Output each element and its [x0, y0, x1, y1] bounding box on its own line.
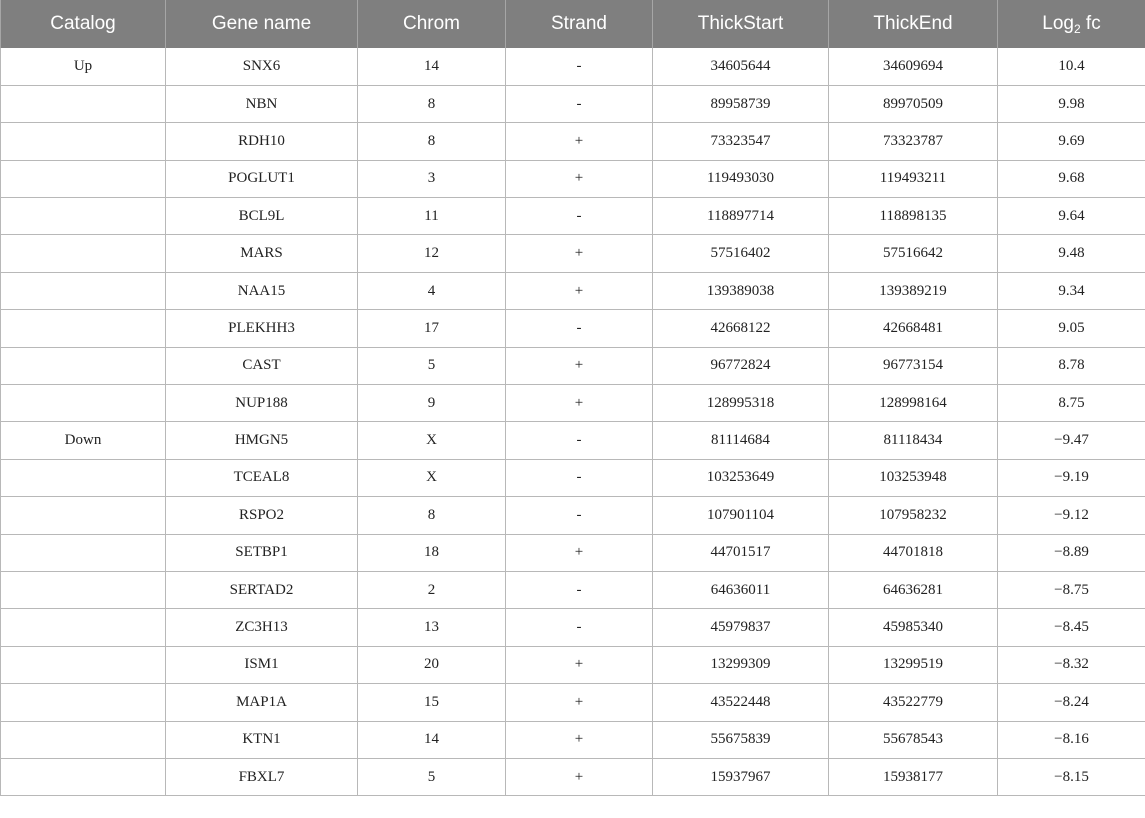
- cell-strand: -: [506, 198, 653, 235]
- cell-log2-fc: −8.15: [998, 758, 1145, 795]
- cell-gene-name: TCEAL8: [166, 459, 358, 496]
- cell-thick-start: 15937967: [653, 758, 829, 795]
- cell-log2-fc: 9.05: [998, 310, 1145, 347]
- cell-catalog: [1, 459, 166, 496]
- cell-thick-end: 43522779: [829, 684, 998, 721]
- cell-thick-end: 13299519: [829, 646, 998, 683]
- cell-gene-name: MARS: [166, 235, 358, 272]
- cell-thick-end: 96773154: [829, 347, 998, 384]
- cell-log2-fc: 9.34: [998, 272, 1145, 309]
- cell-chrom: 18: [358, 534, 506, 571]
- cell-gene-name: BCL9L: [166, 198, 358, 235]
- cell-catalog: [1, 235, 166, 272]
- table-row: [1, 160, 1145, 197]
- header-log2-fc-suffix: fc: [1080, 13, 1101, 34]
- cell-chrom: 20: [358, 646, 506, 683]
- cell-catalog: Down: [1, 422, 166, 459]
- header-thick-end: ThickEnd: [829, 0, 998, 48]
- cell-thick-end: 128998164: [829, 385, 998, 422]
- cell-thick-end: 81118434: [829, 422, 998, 459]
- cell-strand: +: [506, 385, 653, 422]
- cell-strand: -: [506, 459, 653, 496]
- table-header: [1, 0, 1145, 48]
- cell-gene-name: HMGN5: [166, 422, 358, 459]
- cell-chrom: 9: [358, 385, 506, 422]
- cell-thick-end: 64636281: [829, 571, 998, 608]
- cell-thick-end: 44701818: [829, 534, 998, 571]
- cell-chrom: 15: [358, 684, 506, 721]
- cell-catalog: Up: [1, 48, 166, 85]
- cell-catalog: [1, 609, 166, 646]
- cell-chrom: 8: [358, 497, 506, 534]
- cell-chrom: 2: [358, 571, 506, 608]
- cell-thick-start: 118897714: [653, 198, 829, 235]
- cell-chrom: 4: [358, 272, 506, 309]
- cell-log2-fc: −8.89: [998, 534, 1145, 571]
- cell-thick-end: 139389219: [829, 272, 998, 309]
- table-row: [1, 347, 1145, 384]
- cell-gene-name: RDH10: [166, 123, 358, 160]
- cell-gene-name: RSPO2: [166, 497, 358, 534]
- cell-chrom: 14: [358, 721, 506, 758]
- cell-catalog: [1, 272, 166, 309]
- cell-catalog: [1, 571, 166, 608]
- cell-strand: +: [506, 160, 653, 197]
- header-strand: Strand: [506, 0, 653, 48]
- cell-log2-fc: 9.69: [998, 123, 1145, 160]
- cell-thick-start: 43522448: [653, 684, 829, 721]
- cell-gene-name: SNX6: [166, 48, 358, 85]
- cell-thick-start: 103253649: [653, 459, 829, 496]
- cell-log2-fc: 9.98: [998, 85, 1145, 122]
- cell-log2-fc: −9.19: [998, 459, 1145, 496]
- cell-thick-start: 45979837: [653, 609, 829, 646]
- cell-log2-fc: 9.68: [998, 160, 1145, 197]
- cell-catalog: [1, 497, 166, 534]
- table-row: [1, 571, 1145, 608]
- cell-catalog: [1, 385, 166, 422]
- table-row: [1, 272, 1145, 309]
- cell-catalog: [1, 85, 166, 122]
- table-row: [1, 385, 1145, 422]
- cell-strand: +: [506, 721, 653, 758]
- cell-catalog: [1, 347, 166, 384]
- cell-strand: +: [506, 123, 653, 160]
- cell-log2-fc: −8.16: [998, 721, 1145, 758]
- cell-log2-fc: −9.47: [998, 422, 1145, 459]
- cell-thick-start: 73323547: [653, 123, 829, 160]
- cell-gene-name: NBN: [166, 85, 358, 122]
- cell-gene-name: POGLUT1: [166, 160, 358, 197]
- cell-strand: -: [506, 571, 653, 608]
- cell-gene-name: ZC3H13: [166, 609, 358, 646]
- cell-catalog: [1, 758, 166, 795]
- cell-thick-start: 119493030: [653, 160, 829, 197]
- cell-log2-fc: 8.78: [998, 347, 1145, 384]
- header-chrom: Chrom: [358, 0, 506, 48]
- table-row: [1, 198, 1145, 235]
- cell-thick-end: 89970509: [829, 85, 998, 122]
- cell-gene-name: FBXL7: [166, 758, 358, 795]
- cell-thick-start: 139389038: [653, 272, 829, 309]
- table-row: [1, 85, 1145, 122]
- cell-strand: +: [506, 235, 653, 272]
- cell-thick-start: 89958739: [653, 85, 829, 122]
- header-log2-fc-subscript: 2: [1073, 22, 1081, 36]
- cell-thick-end: 107958232: [829, 497, 998, 534]
- cell-catalog: [1, 123, 166, 160]
- cell-chrom: 5: [358, 347, 506, 384]
- cell-chrom: 8: [358, 123, 506, 160]
- cell-log2-fc: 9.64: [998, 198, 1145, 235]
- cell-strand: +: [506, 646, 653, 683]
- cell-thick-start: 96772824: [653, 347, 829, 384]
- cell-gene-name: SETBP1: [166, 534, 358, 571]
- cell-gene-name: SERTAD2: [166, 571, 358, 608]
- cell-thick-end: 34609694: [829, 48, 998, 85]
- cell-catalog: [1, 534, 166, 571]
- cell-thick-start: 55675839: [653, 721, 829, 758]
- cell-thick-end: 55678543: [829, 721, 998, 758]
- cell-log2-fc: −8.45: [998, 609, 1145, 646]
- cell-strand: +: [506, 272, 653, 309]
- cell-chrom: 14: [358, 48, 506, 85]
- cell-strand: -: [506, 422, 653, 459]
- cell-strand: +: [506, 684, 653, 721]
- cell-thick-start: 13299309: [653, 646, 829, 683]
- table-row: [1, 684, 1145, 721]
- table-row: [1, 721, 1145, 758]
- cell-catalog: [1, 684, 166, 721]
- cell-strand: -: [506, 310, 653, 347]
- header-gene-name: Gene name: [166, 0, 358, 48]
- cell-gene-name: MAP1A: [166, 684, 358, 721]
- cell-thick-start: 128995318: [653, 385, 829, 422]
- cell-catalog: [1, 160, 166, 197]
- cell-gene-name: CAST: [166, 347, 358, 384]
- cell-chrom: 13: [358, 609, 506, 646]
- cell-log2-fc: 8.75: [998, 385, 1145, 422]
- cell-chrom: 17: [358, 310, 506, 347]
- cell-thick-end: 45985340: [829, 609, 998, 646]
- cell-chrom: 12: [358, 235, 506, 272]
- table-row: [1, 497, 1145, 534]
- cell-gene-name: NAA15: [166, 272, 358, 309]
- cell-thick-end: 73323787: [829, 123, 998, 160]
- cell-log2-fc: 10.4: [998, 48, 1145, 85]
- cell-thick-end: 119493211: [829, 160, 998, 197]
- header-row: [1, 0, 1145, 48]
- cell-log2-fc: 9.48: [998, 235, 1145, 272]
- cell-thick-end: 118898135: [829, 198, 998, 235]
- cell-strand: -: [506, 85, 653, 122]
- cell-log2-fc: −8.32: [998, 646, 1145, 683]
- table-row: [1, 123, 1145, 160]
- cell-gene-name: KTN1: [166, 721, 358, 758]
- cell-gene-name: PLEKHH3: [166, 310, 358, 347]
- cell-thick-start: 42668122: [653, 310, 829, 347]
- cell-log2-fc: −9.12: [998, 497, 1145, 534]
- header-thick-start: ThickStart: [653, 0, 829, 48]
- cell-catalog: [1, 198, 166, 235]
- cell-gene-name: NUP188: [166, 385, 358, 422]
- table-row: [1, 235, 1145, 272]
- cell-thick-start: 107901104: [653, 497, 829, 534]
- cell-thick-start: 64636011: [653, 571, 829, 608]
- cell-strand: +: [506, 347, 653, 384]
- header-catalog: Catalog: [1, 0, 166, 48]
- cell-thick-start: 57516402: [653, 235, 829, 272]
- cell-catalog: [1, 646, 166, 683]
- cell-chrom: 5: [358, 758, 506, 795]
- cell-chrom: 3: [358, 160, 506, 197]
- header-log2-fc-prefix: Log: [1042, 13, 1074, 34]
- cell-chrom: X: [358, 422, 506, 459]
- cell-thick-end: 57516642: [829, 235, 998, 272]
- cell-strand: +: [506, 758, 653, 795]
- cell-thick-end: 42668481: [829, 310, 998, 347]
- cell-thick-start: 34605644: [653, 48, 829, 85]
- cell-thick-end: 15938177: [829, 758, 998, 795]
- table-row: [1, 48, 1145, 85]
- table-row: [1, 609, 1145, 646]
- cell-chrom: 11: [358, 198, 506, 235]
- cell-strand: -: [506, 609, 653, 646]
- cell-thick-start: 44701517: [653, 534, 829, 571]
- cell-log2-fc: −8.75: [998, 571, 1145, 608]
- cell-strand: -: [506, 497, 653, 534]
- cell-strand: -: [506, 48, 653, 85]
- table-row: [1, 534, 1145, 571]
- cell-thick-start: 81114684: [653, 422, 829, 459]
- cell-chrom: X: [358, 459, 506, 496]
- table-body: [1, 48, 1145, 796]
- cell-catalog: [1, 721, 166, 758]
- cell-thick-end: 103253948: [829, 459, 998, 496]
- cell-catalog: [1, 310, 166, 347]
- cell-strand: +: [506, 534, 653, 571]
- cell-log2-fc: −8.24: [998, 684, 1145, 721]
- cell-chrom: 8: [358, 85, 506, 122]
- table-row: [1, 758, 1145, 795]
- table-row: [1, 310, 1145, 347]
- header-log2-fc: [998, 0, 1145, 48]
- table-row: [1, 459, 1145, 496]
- table-row: [1, 646, 1145, 683]
- table-row: [1, 422, 1145, 459]
- cell-gene-name: ISM1: [166, 646, 358, 683]
